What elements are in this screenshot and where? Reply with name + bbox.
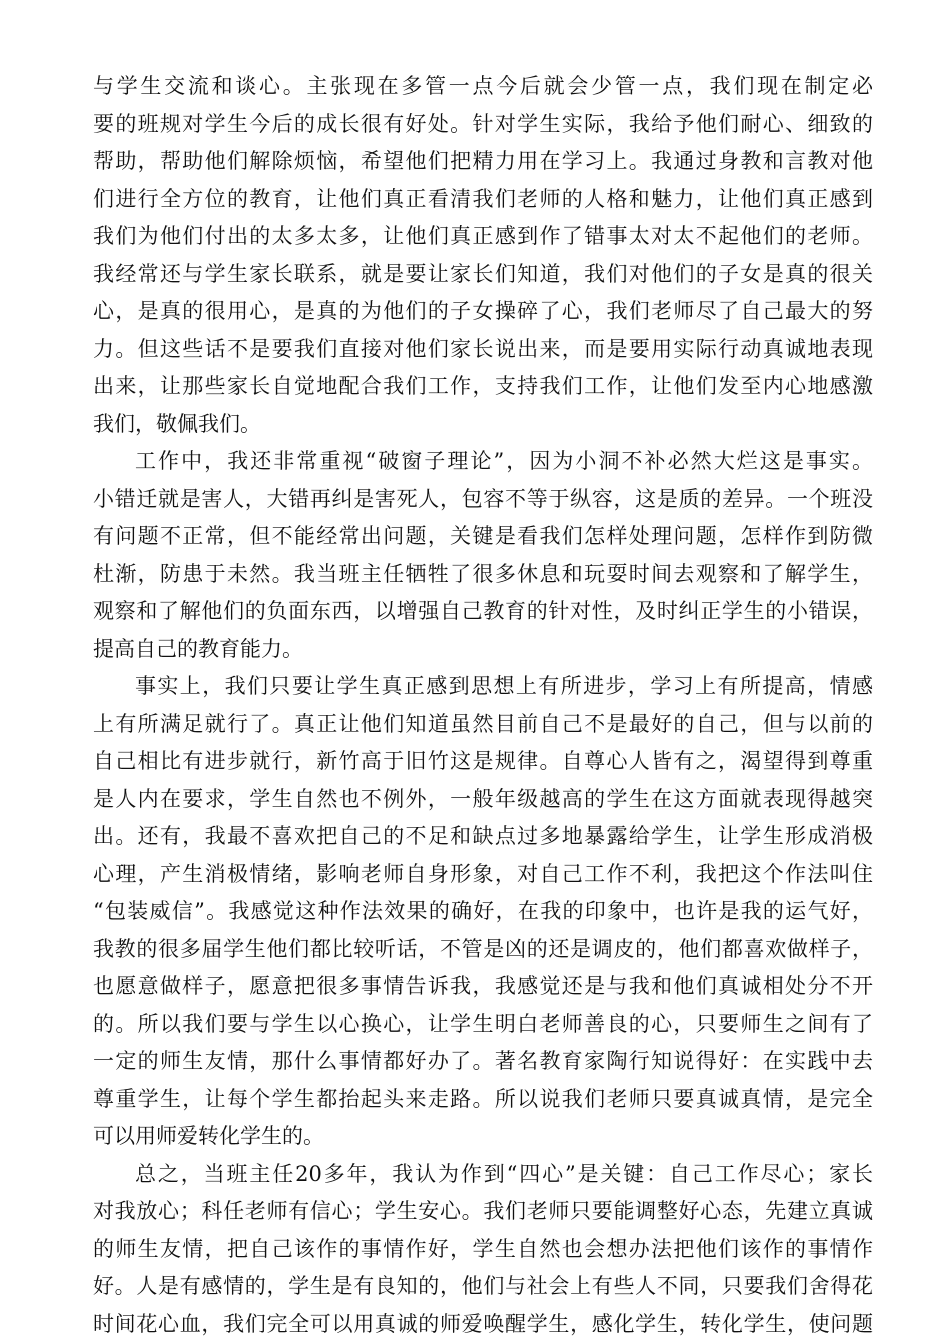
paragraph-4 bbox=[93, 1156, 873, 1344]
text-line: 上有所满足就行了。真正让他们知道虽然目前自己不是最好的自己，但与以前的 bbox=[93, 711, 873, 736]
paragraph-2 bbox=[93, 443, 873, 668]
text-line: 们进行全方位的教育，让他们真正看清我们老师的人格和魅力，让他们真正感到 bbox=[93, 186, 873, 211]
document-body bbox=[93, 68, 873, 1343]
text-line: 的。所以我们要与学生以心换心，让学生明白老师善良的心，只要师生之间有了 bbox=[93, 1011, 873, 1036]
text-line: 出。还有，我最不喜欢把自己的不足和缺点过多地暴露给学生，让学生形成消极 bbox=[93, 824, 873, 848]
text-line: 杜渐，防患于未然。我当班主任牺牲了很多休息和玩耍时间去观察和了解学生， bbox=[93, 561, 873, 586]
text-line: 有问题不正常，但不能经常出问题，关键是看我们怎样处理问题，怎样作到防微 bbox=[93, 524, 873, 548]
text-line: 力。但这些话不是要我们直接对他们家长说出来，而是要用实际行动真诚地表现 bbox=[93, 336, 873, 361]
text-line: 可以用师爱转化学生的。 bbox=[93, 1124, 324, 1148]
text-line: 对我放心；科任老师有信心；学生安心。我们老师只要能调整好心态，先建立真诚 bbox=[93, 1199, 873, 1223]
text-line: 自己相比有进步就行，新竹高于旧竹这是规律。自尊心人皆有之，渴望得到尊重 bbox=[93, 749, 873, 773]
paragraph-3 bbox=[93, 668, 873, 1156]
text-line: 工作中，我还非常重视“破窗子理论”，因为小洞不补必然大烂这是事实。 bbox=[135, 449, 873, 473]
text-line: 小错迁就是害人，大错再纠是害死人，包容不等于纵容，这是质的差异。一个班没 bbox=[93, 486, 873, 511]
text-line: 我教的很多届学生他们都比较听话，不管是凶的还是调皮的，他们都喜欢做样子， bbox=[93, 936, 873, 961]
text-line: 我们，敬佩我们。 bbox=[93, 411, 261, 436]
text-line: 一定的师生友情，那什么事情都好办了。著名教育家陶行知说得好：在实践中去 bbox=[93, 1049, 873, 1073]
text-line: 出来，让那些家长自觉地配合我们工作，支持我们工作，让他们发至内心地感激 bbox=[93, 374, 873, 398]
text-line: 也愿意做样子，愿意把很多事情告诉我，我感觉还是与我和他们真诚相处分不开 bbox=[93, 974, 873, 998]
text-line: 要的班规对学生今后的成长很有好处。针对学生实际，我给予他们耐心、细致的 bbox=[93, 111, 873, 136]
text-line: 好。人是有感情的，学生是有良知的，他们与社会上有些人不同，只要我们舍得花 bbox=[93, 1274, 873, 1298]
text-line: 心，是真的很用心，是真的为他们的子女操碎了心，我们老师尽了自己最大的努 bbox=[93, 299, 873, 323]
text-line: “包装威信”。我感觉这种作法效果的确好，在我的印象中，也许是我的运气好， bbox=[93, 899, 873, 923]
text-line: 帮助，帮助他们解除烦恼，希望他们把精力用在学习上。我通过身教和言教对他 bbox=[93, 149, 873, 173]
text-line: 尊重学生，让每个学生都抬起头来走路。所以说我们老师只要真诚真情，是完全 bbox=[93, 1086, 873, 1111]
text-line: 时间花心血，我们完全可以用真诚的师爱唤醒学生，感化学生，转化学生，使问题 bbox=[93, 1311, 873, 1336]
paragraph-1 bbox=[93, 68, 873, 443]
text-line: 观察和了解他们的负面东西，以增强自己教育的针对性，及时纠正学生的小错误， bbox=[93, 599, 873, 623]
text-line: 的师生友情，把自己该作的事情作好，学生自然也会想办法把他们该作的事情作 bbox=[93, 1236, 873, 1261]
text-line: 事实上，我们只要让学生真正感到思想上有所进步，学习上有所提高，情感 bbox=[135, 674, 873, 698]
text-line: 提高自己的教育能力。 bbox=[93, 636, 303, 661]
text-line: 与学生交流和谈心。主张现在多管一点今后就会少管一点，我们现在制定必 bbox=[93, 74, 873, 98]
text-line: 心理，产生消极情绪，影响老师自身形象，对自己工作不利，我把这个作法叫住 bbox=[93, 861, 873, 886]
text-line: 是人内在要求，学生自然也不例外，一般年级越高的学生在这方面就表现得越突 bbox=[93, 786, 873, 811]
text-line: 我们为他们付出的太多太多，让他们真正感到作了错事太对太不起他们的老师。 bbox=[93, 224, 873, 248]
text-line: 总之，当班主任20多年，我认为作到“四心”是关键：自己工作尽心；家长 bbox=[135, 1161, 873, 1186]
text-line: 我经常还与学生家长联系，就是要让家长们知道，我们对他们的子女是真的很关 bbox=[93, 261, 873, 286]
